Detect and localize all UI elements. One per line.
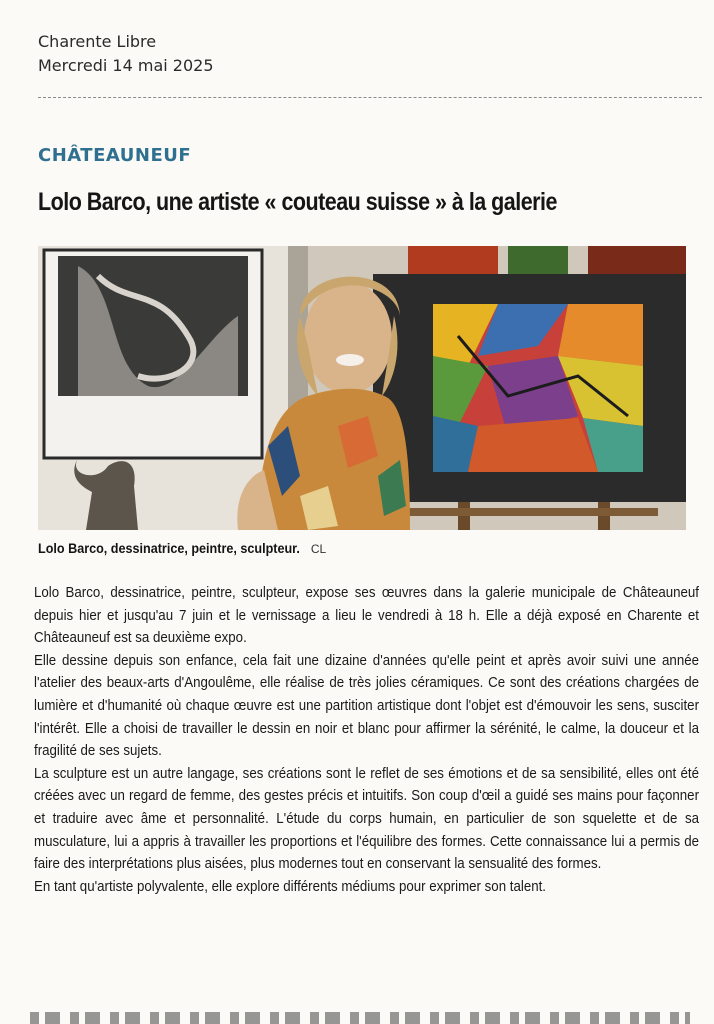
paragraph-2: Elle dessine depuis son enfance, cela fait une dizaine d'années qu'elle peint et après avoir suivi une année l'atelier des beaux-arts d'Angoulême, elle réalise de très jolies céramiques. Ce sont des créations chargées de lumière et d'humanité où chaque œuvre est une partition artistique dont l'objet est d'émouvoir les sens, susciter l'intérêt. Elle a choisi de travailler le dessin en noir et blanc pour affirmer la sérénité, le calme, la douceur et la fragilité de ses sujets.: [34, 651, 699, 760]
next-article-fragment: [30, 1012, 690, 1024]
top-divider: [38, 97, 702, 98]
caption-text: Lolo Barco, dessinatrice, peintre, sculpteur.: [38, 540, 300, 556]
article-body: [34, 582, 699, 898]
photo-credit: CL: [310, 542, 327, 556]
photo-artist-with-paintings: [38, 246, 686, 530]
article-headline: Lolo Barco, une artiste « couteau suisse » à la galerie: [38, 188, 557, 216]
photo-caption: [38, 540, 326, 556]
article-photo: [38, 246, 686, 530]
section-label: CHÂTEAUNEUF: [38, 145, 192, 166]
publication-date: Mercredi 14 mai 2025: [38, 56, 214, 75]
masthead: [38, 30, 214, 78]
paragraph-4: En tant qu'artiste polyvalente, elle explore différents médiums pour exprimer son talent.: [34, 877, 546, 895]
publication-name: Charente Libre: [38, 32, 157, 51]
paragraph-1: Lolo Barco, dessinatrice, peintre, sculpteur, expose ses œuvres dans la galerie municipale de Châteauneuf depuis hier et jusqu'au 7 juin et le vernissage a lieu le vendredi à 18 h. Elle a déjà exposé en Charente et Châteauneuf est sa deuxième expo.: [34, 584, 699, 647]
paragraph-3: La sculpture est un autre langage, ses créations sont le reflet de ses émotions et de sa sensibilité, elles ont été créées avec un regard de femme, des gestes précis et intuitifs. Son coup d'œil a guidé ses mains pour façonner et traduire avec âme et personnalité. L'étude du corps humain, en particulier de son squelette et de sa musculature, lui a appris à travailler les proportions et l'équilibre des formes. Cette connaissance lui a permis de faire des interprétations plus aisées, plus modernes tout en conservant la sensualité des formes.: [34, 764, 699, 873]
